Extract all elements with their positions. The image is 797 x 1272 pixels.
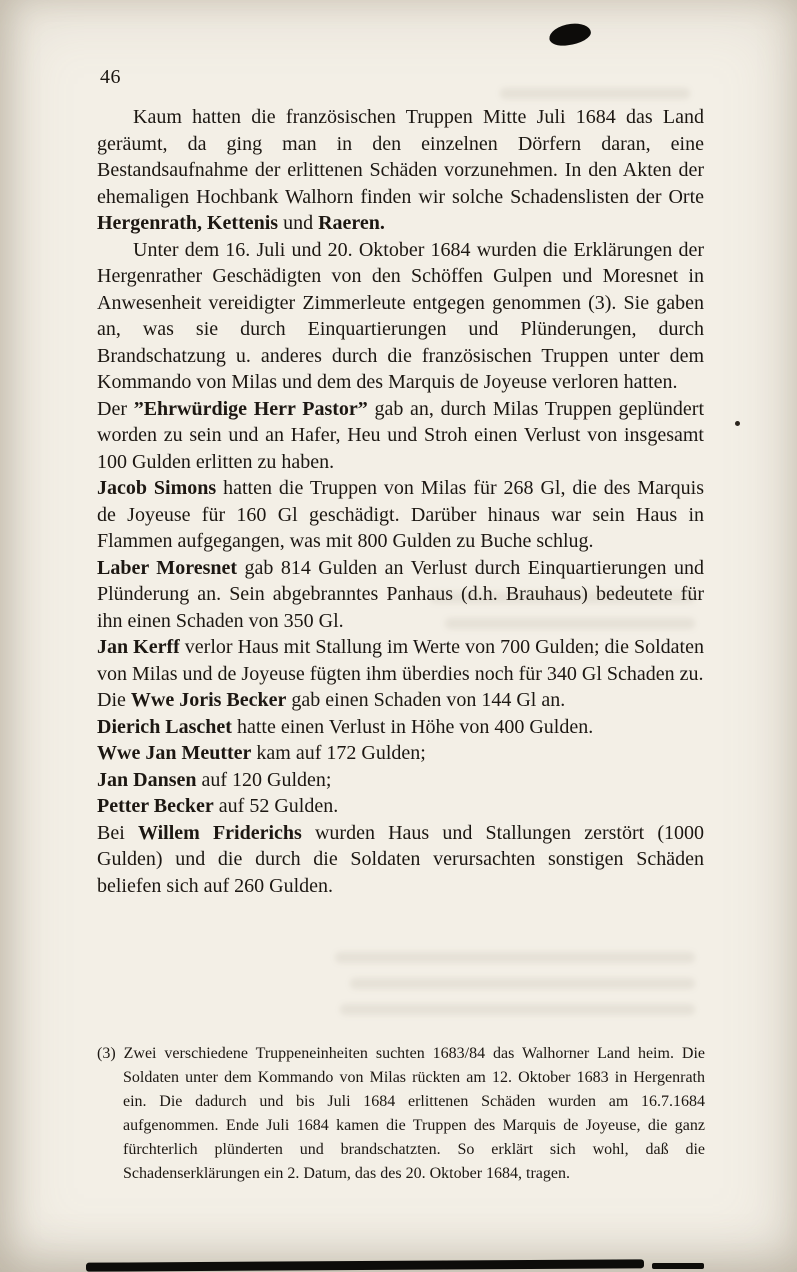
footnote-text	[97, 1042, 705, 1186]
text-run: hatte einen Verlust in Höhe von 400 Gulden.	[231, 715, 594, 738]
bold-text-run: Dierich Laschet	[97, 715, 232, 738]
paragraph	[97, 793, 704, 820]
show-through-artifact	[335, 952, 695, 963]
bold-text-run: Wwe Jan Meutter	[97, 742, 252, 764]
text-run: wurden Haus und Stallungen zerstört (1000 Gulden) und die durch die Soldaten verursachten sonstigen Schäden beliefen sich auf 260 Gulden.	[97, 821, 704, 897]
stray-dot-artifact	[735, 421, 740, 426]
show-through-artifact	[350, 978, 695, 989]
bold-text-run: Jan Kerff	[97, 636, 180, 658]
paragraph	[97, 555, 704, 635]
bold-text-run: Laber Moresnet	[97, 556, 238, 579]
bold-text-run: Hergenrath, Kettenis	[97, 212, 279, 234]
paragraph	[97, 104, 704, 237]
text-run: gab 814 Gulden an Verlust durch Einquartierungen und Plünderung an. Sein abgebranntes Panhaus (d.h. Brauhaus) bedeutete für ihn einen Schaden von 350 Gl.	[97, 556, 704, 632]
text-run: kam auf 172 Gulden;	[251, 742, 426, 764]
footnote-marker: (3)	[97, 1045, 116, 1062]
paragraph	[97, 634, 704, 687]
text-run: auf 52 Gulden.	[213, 795, 339, 817]
show-through-artifact	[340, 1004, 695, 1015]
text-run: hatten die Truppen von Milas für 268 Gl, die des Marquis de Joyeuse für 160 Gl geschädigt. Darüber hinaus war sein Haus in Flammen aufgegangen, was mit 800 Gulden zu Buche schlug.	[97, 477, 705, 552]
footnote-body: Zwei verschiedene Truppeneinheiten suchten 1683/84 das Walhorner Land heim. Die Soldaten unter dem Kommando von Milas rückten am 12. Oktober 1683 in Hergenrath ein. Die dadurch und bis Juli 1684 erlittenen Schäden wurden am 16.7.1684 aufgenommen. Ende Juli 1684 kamen die Truppen des Marquis de Joyeuse, die ganz fürchterlich plünderten und brandschatzten. So erklärt sich wohl, daß die Schadenserklärungen ein 2. Datum, das des 20. Oktober 1684, tragen.	[123, 1045, 706, 1182]
show-through-artifact	[500, 88, 690, 99]
paragraph	[97, 740, 704, 767]
paragraph	[97, 396, 704, 476]
paragraph	[97, 475, 704, 555]
bold-text-run: Raeren.	[318, 212, 385, 234]
paragraph	[97, 237, 704, 396]
text-run: verlor Haus mit Stallung im Werte von 700 Gulden; die Soldaten von Milas und de Joyeuse fügten ihm überdies noch für 340 Gl Schaden zu.	[97, 636, 704, 685]
paragraph	[97, 820, 704, 900]
bold-text-run: Petter Becker	[97, 795, 214, 817]
text-run: gab einen Schaden von 144 Gl an.	[286, 689, 566, 711]
footnote-separator	[116, 1045, 124, 1062]
text-run: Kaum hatten die französischen Truppen Mitte Juli 1684 das Land geräumt, da ging man in den einzelnen Dörfern daran, eine Bestandsaufnahme der erlittenen Schäden vorzunehmen. In den Akten der ehemaligen Hochbank Walhorn finden wir solche Schadenslisten der Orte	[97, 106, 704, 208]
bold-text-run: Jan Dansen	[97, 768, 197, 791]
bold-text-run: Wwe Joris Becker	[130, 689, 287, 711]
text-run: und	[278, 212, 319, 234]
paragraph	[97, 687, 704, 714]
text-run: Der	[97, 397, 134, 420]
bold-text-run: Jacob Simons	[97, 477, 217, 499]
text-run: auf 120 Gulden;	[196, 768, 332, 791]
text-run: gab an, durch Milas Truppen geplündert worden zu sein und an Hafer, Heu und Stroh einen Verlust von insgesamt 100 Gulden erlitten zu haben.	[97, 397, 705, 473]
paragraph	[97, 767, 704, 794]
bold-text-run: Willem Friderichs	[137, 821, 302, 844]
page-number: 46	[100, 66, 121, 88]
scan-edge-artifact	[86, 1259, 644, 1271]
text-run: Unter dem 16. Juli und 20. Oktober 1684 wurden die Erklärungen der Hergenrather Geschädigten von den Schöffen Gulpen und Moresnet in Anwesenheit vereidigter Zimmerleute entgegen genommen (3). Sie gaben an, was sie durch Einquartierungen und Plünderungen, durch Brandschatzung u. anderes durch die französischen Truppen unter dem Kommando von Milas und dem des Marquis de Joyeuse verloren hatten.	[97, 238, 704, 393]
text-run: Die	[97, 689, 131, 711]
bold-text-run: ”Ehrwürdige Herr Pastor”	[133, 397, 368, 420]
body-text	[97, 104, 704, 899]
scan-edge-artifact	[652, 1263, 704, 1269]
ink-blot-artifact	[548, 22, 592, 48]
paragraph	[97, 714, 704, 741]
footnote-block	[97, 1042, 705, 1186]
text-run: Bei	[97, 821, 138, 844]
